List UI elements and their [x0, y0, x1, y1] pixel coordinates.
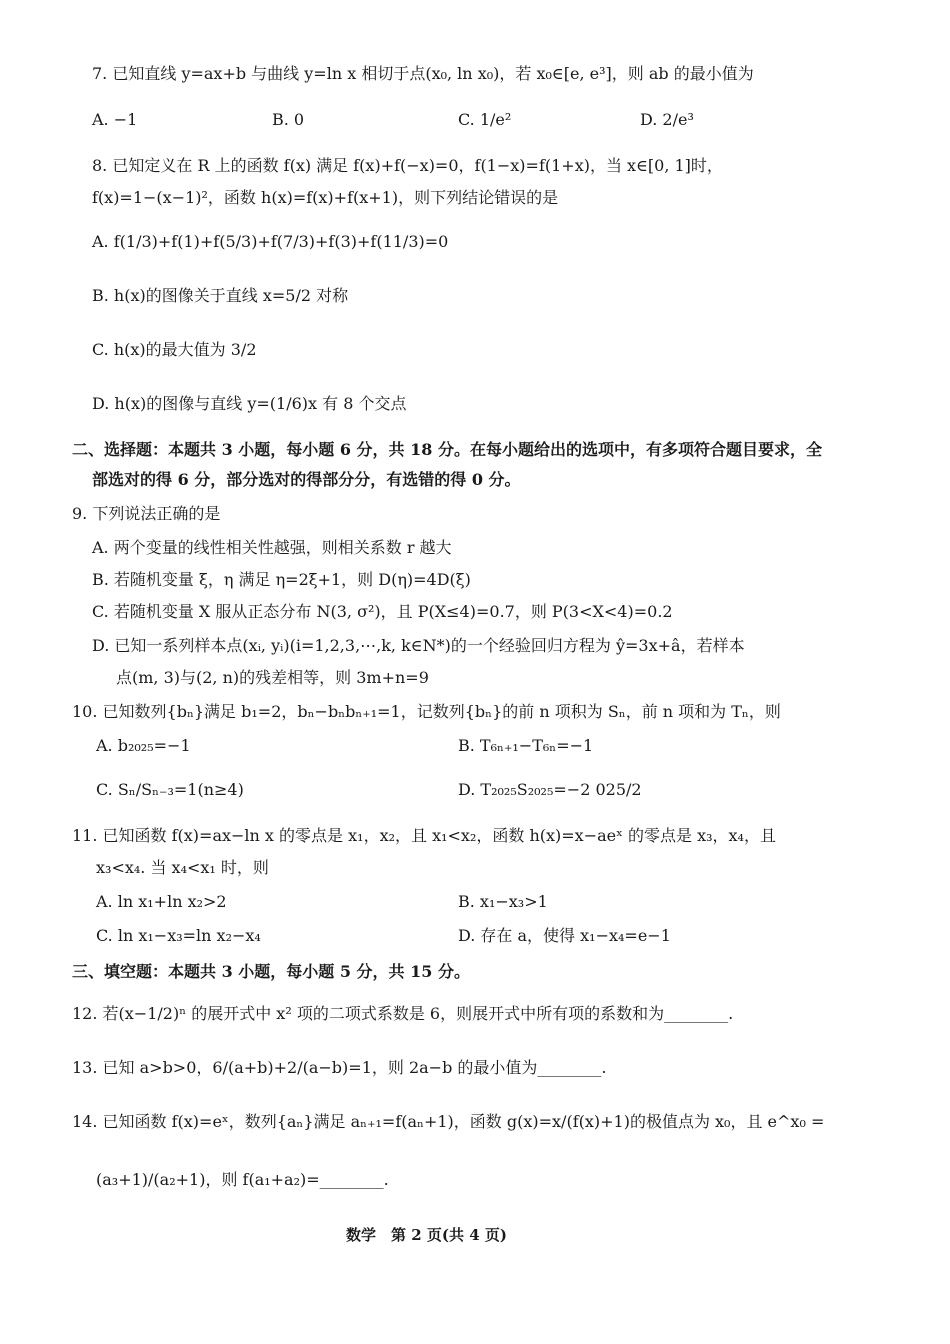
- q7-stem: 7. 已知直线 y=ax+b 与曲线 y=ln x 相切于点(x₀, ln x₀)，若 x₀∈[e, e³]，则 ab 的最小值为: [92, 64, 754, 83]
- q9-option-b: B. 若随机变量 ξ，η 满足 η=2ξ+1，则 D(η)=4D(ξ): [92, 570, 471, 589]
- q11-option-c: C. ln x₁−x₃=ln x₂−x₄: [96, 926, 261, 945]
- q9-option-d-continued: 点(m, 3)与(2, n)的残差相等，则 3m+n=9: [116, 668, 429, 687]
- q10-option-b: B. T₆ₙ₊₁−T₆ₙ=−1: [458, 736, 594, 755]
- q11-option-b: B. x₁−x₃>1: [458, 892, 548, 911]
- section-3-heading: 三、填空题：本题共 3 小题，每小题 5 分，共 15 分。: [72, 962, 470, 981]
- q11-stem-line2: x₃<x₄. 当 x₄<x₁ 时，则: [96, 858, 269, 877]
- page-footer: 数学 第 2 页(共 4 页): [346, 1226, 507, 1244]
- q8-stem-line2: f(x)=1−(x−1)²，函数 h(x)=f(x)+f(x+1)，则下列结论错误的是: [92, 188, 559, 207]
- q9-option-c: C. 若随机变量 X 服从正态分布 N(3, σ²)，且 P(X≤4)=0.7，则 P(3<X<4)=0.2: [92, 602, 673, 621]
- q9-option-a: A. 两个变量的线性相关性越强，则相关系数 r 越大: [92, 538, 452, 557]
- section-2-heading-line1: 二、选择题：本题共 3 小题，每小题 6 分，共 18 分。在每小题给出的选项中，有多项符合题目要求，全: [72, 440, 822, 459]
- q11-stem-line1: 11. 已知函数 f(x)=ax−ln x 的零点是 x₁，x₂，且 x₁<x₂，函数 h(x)=x−aeˣ 的零点是 x₃，x₄，且: [72, 826, 776, 845]
- q11-option-d: D. 存在 a，使得 x₁−x₄=e−1: [458, 926, 671, 945]
- q11-option-a: A. ln x₁+ln x₂>2: [96, 892, 227, 911]
- q10-option-a: A. b₂₀₂₅=−1: [96, 736, 191, 755]
- q14-line1: 14. 已知函数 f(x)=eˣ，数列{aₙ}满足 aₙ₊₁=f(aₙ+1)，函数 g(x)=x/(f(x)+1)的极值点为 x₀，且 e^x₀ =: [72, 1112, 825, 1131]
- q8-stem-line1: 8. 已知定义在 R 上的函数 f(x) 满足 f(x)+f(−x)=0，f(1−x)=f(1+x)，当 x∈[0, 1]时，: [92, 156, 723, 175]
- q13-text: 13. 已知 a>b>0，6/(a+b)+2/(a−b)=1，则 2a−b 的最小值为________.: [72, 1058, 607, 1077]
- q10-option-c: C. Sₙ/Sₙ₋₃=1(n≥4): [96, 780, 244, 799]
- q8-option-b: B. h(x)的图像关于直线 x=5/2 对称: [92, 286, 349, 305]
- section-2-heading-line2: 部选对的得 6 分，部分选对的得部分分，有选错的得 0 分。: [92, 470, 521, 489]
- q14-line2: (a₃+1)/(a₂+1)，则 f(a₁+a₂)=________.: [96, 1170, 389, 1189]
- q7-option-d: D. 2/e³: [640, 110, 694, 129]
- q8-option-c: C. h(x)的最大值为 3/2: [92, 340, 257, 359]
- q8-option-a: A. f(1/3)+f(1)+f(5/3)+f(7/3)+f(3)+f(11/3)=0: [92, 232, 449, 251]
- q8-option-d: D. h(x)的图像与直线 y=(1/6)x 有 8 个交点: [92, 394, 407, 413]
- q10-option-d: D. T₂₀₂₅S₂₀₂₅=−2 025/2: [458, 780, 642, 799]
- q10-stem: 10. 已知数列{bₙ}满足 b₁=2，bₙ−bₙbₙ₊₁=1，记数列{bₙ}的前 n 项积为 Sₙ，前 n 项和为 Tₙ，则: [72, 702, 781, 721]
- q9-stem: 9. 下列说法正确的是: [72, 504, 221, 523]
- q7-option-c: C. 1/e²: [458, 110, 512, 129]
- q9-option-d: D. 已知一系列样本点(xᵢ, yᵢ)(i=1,2,3,⋯,k, k∈N*)的一个经验回归方程为 ŷ=3x+â，若样本: [92, 636, 745, 655]
- q12-text: 12. 若(x−1/2)ⁿ 的展开式中 x² 项的二项式系数是 6，则展开式中所有项的系数和为________.: [72, 1004, 734, 1023]
- q7-option-a: A. −1: [92, 110, 138, 129]
- q7-option-b: B. 0: [272, 110, 305, 129]
